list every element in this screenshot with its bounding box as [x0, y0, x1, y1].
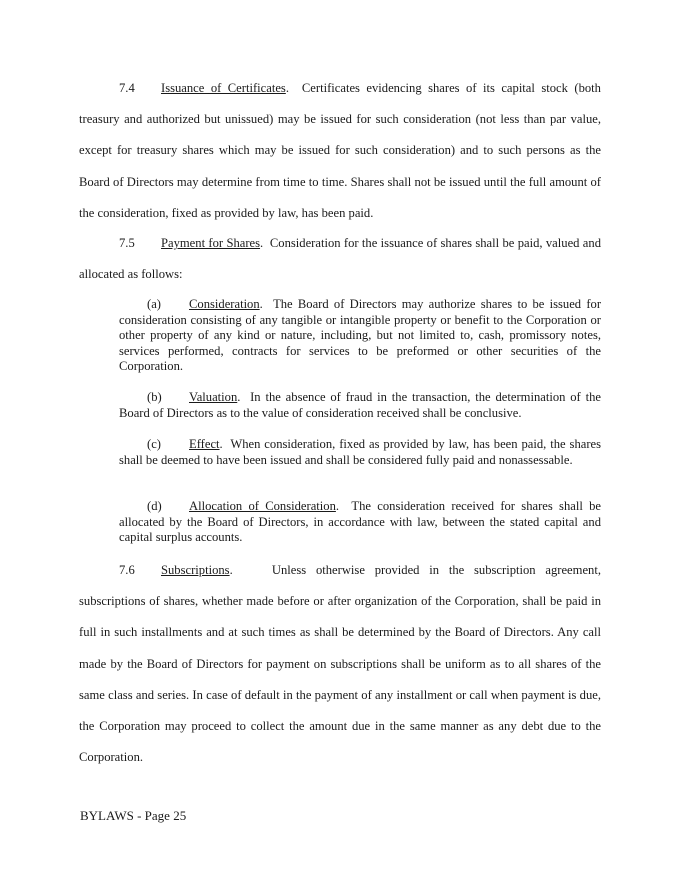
section-number: 7.5 — [119, 236, 135, 250]
section-text: Unless otherwise provided in the subscription agreement, subscriptions of shares, whether made before or after organization of the Corporation, shall be paid in full in such installments and at such times as shall be determined by the Board of Directors. Any call made by the Board of Directors for payment on subscriptions shall be uniform as to all shares of the same class and series. In case of default in the payment of any installment or call when payment is due, the Corporation may proceed to collect the amount due in the same manner as any debt due to the Corporation. — [79, 563, 601, 765]
subsection-letter: (c) — [147, 437, 161, 451]
subsection-b: (b) Valuation. In the absence of fraud in the transaction, the determination of the Board of Directors as to the value of consideration received shall be conclusive. — [119, 390, 601, 420]
page-footer: BYLAWS - Page 25 — [80, 808, 187, 823]
subsection-title: Effect — [189, 437, 220, 451]
section-7-6: 7.6 Subscriptions. Unless otherwise provided in the subscription agreement, subscriptions of shares, whether made before or after organization of the Corporation, shall be paid in full in such installments and at such times as shall be determined by the Board of Directors. Any call made by the Board of Directors for payment on subscriptions shall be uniform as to all shares of the same class and series. In case of default in the payment of any installment or call when payment is due, the Corporation may proceed to collect the amount due in the same manner as any debt due to the Corporation. — [79, 555, 601, 773]
section-7-4: 7.4 Issuance of Certificates. Certificates evidencing shares of its capital stock (both treasury and authorized but unissued) may be issued for such consideration (not less than par value, except for treasury shares which may be issued for such consideration) and to such persons as the Board of Directors may determine from time to time. Shares shall not be issued until the full amount of the consideration, fixed as provided by law, has been paid. — [79, 73, 601, 229]
subsection-c: (c) Effect. When consideration, fixed as provided by law, has been paid, the shares shall be deemed to have been issued and shall be considered fully paid and nonassessable. — [119, 437, 602, 467]
section-text: Consideration for the issuance of shares shall be paid, valued and allocated as follows: — [79, 236, 601, 282]
subsection-text: The Board of Directors may authorize shares to be issued for consideration consisting of any tangible or intangible property or benefit to the Corporation or other property of any kind or nature, including, but not limited to, cash, promissory notes, services performed, contracts for services to be preformed or other securities of the Corporation. — [119, 297, 602, 374]
subsection-title: Valuation — [189, 390, 238, 404]
section-title: Payment for Shares — [161, 236, 261, 250]
subsection-d: (d) Allocation of Consideration. The consideration received for shares shall be allocated by the Board of Directors, in accordance with law, between the stated capital and capital surplus accounts. — [119, 499, 602, 545]
subsection-letter: (d) — [147, 499, 162, 513]
section-number: 7.6 — [119, 563, 135, 577]
section-number: 7.4 — [119, 81, 135, 95]
subsection-letter: (b) — [147, 390, 162, 404]
subsection-a: (a) Consideration. The Board of Directors may authorize shares to be issued for consideration consisting of any tangible or intangible property or benefit to the Corporation or other property of any kind or nature, including, but not limited to, cash, promissory notes, services performed, contracts for services to be preformed or other securities of the Corporation. — [119, 297, 602, 374]
subsection-letter: (a) — [147, 297, 161, 311]
subsection-text: In the absence of fraud in the transaction, the determination of the Board of Directors as to the value of consideration received shall be conclusive. — [119, 390, 601, 420]
section-7-5: 7.5 Payment for Shares. Consideration for the issuance of shares shall be paid, valued and allocated as follows: — [79, 228, 601, 290]
subsection-title: Allocation of Consideration — [189, 499, 336, 513]
subsection-title: Consideration — [189, 297, 260, 311]
section-title: Subscriptions — [161, 563, 230, 577]
section-text: Certificates evidencing shares of its capital stock (both treasury and authorized but unissued) may be issued for such consideration (not less than par value, except for treasury shares which may be issued for such consideration) and to such persons as the Board of Directors may determine from time to time. Shares shall not be issued until the full amount of the consideration, fixed as provided by law, has been paid. — [79, 81, 601, 220]
subsection-text: When consideration, fixed as provided by law, has been paid, the shares shall be deemed to have been issued and shall be considered fully paid and nonassessable. — [119, 437, 602, 467]
section-title: Issuance of Certificates — [161, 81, 286, 95]
subsection-text: The consideration received for shares shall be allocated by the Board of Directors, in accordance with law, between the stated capital and capital surplus accounts. — [119, 499, 602, 545]
